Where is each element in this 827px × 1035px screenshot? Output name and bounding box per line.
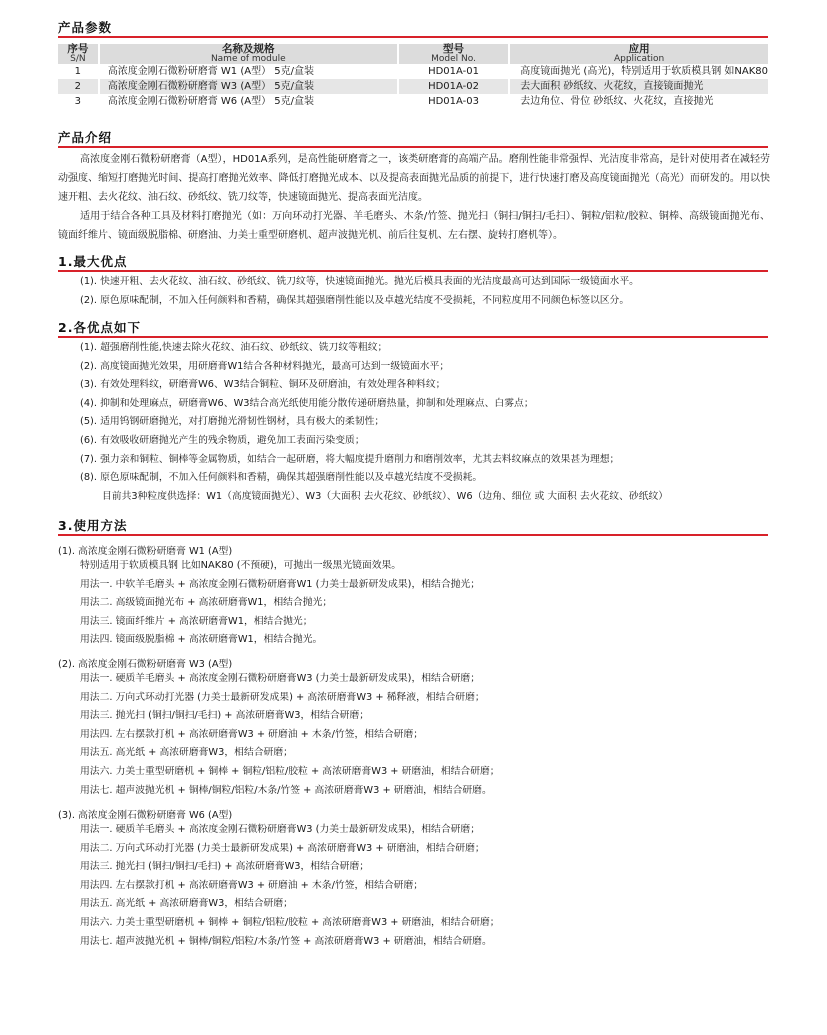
intro-paragraph-1: 高浓度金刚石微粉研磨膏（A型），HD01A系列，是高性能研磨膏之一，该类研磨膏的高端产品。磨削性能非常强悍、光洁度非常高，是针对使用者在减轻劳动强度、缩短打磨抛光时间、提高打磨抛光效率、降低打磨抛光成本、以及提高表面抛光品质的前提下，进行快速打磨及高度镜面抛光（高光）而研发的。用以快速开粗、去火花纹、油石纹、砂纸纹、铣刀纹等，快速镜面抛光、提高表面光洁度。	[58, 154, 770, 203]
list-item: 用法三. 抛光扫 (铜扫/铜扫/毛扫) + 高浓研磨膏W3，相结合研磨；	[80, 861, 370, 873]
list-item: 特别适用于软质模具钢 比如NAK80 (不预硬)，可抛出一级黑光镜面效果。	[80, 560, 402, 571]
list-item: 用法二. 万向式环动打光器 (力美士最新研发成果) + 高浓研磨膏W3 + 稀释液，相结合研磨；	[80, 691, 485, 703]
intro-rule	[58, 146, 768, 148]
table-row	[58, 79, 768, 94]
params-table	[58, 44, 768, 109]
list-item: 用法五. 高光纸 + 高浓研磨膏W3，相结合研磨；	[80, 898, 293, 910]
list-item: 用法七. 超声波抛光机 + 铜棒/铜粒/铝粒/木条/竹签 + 高浓研磨膏W3 + 研磨油，相结合研磨。	[80, 935, 492, 947]
header-app	[509, 44, 768, 64]
list-item: 用法一. 硬质羊毛磨头 + 高浓度金刚石微粉研磨膏W3 (力美士最新研发成果)，相结合研磨；	[80, 673, 481, 684]
list-item: 用法三. 抛光扫 (铜扫/铜扫/毛扫) + 高浓研磨膏W3，相结合研磨；	[80, 710, 370, 722]
cell-name: 高浓度金刚石微粉研磨膏 W6 (A型） 5克/盒装	[99, 94, 398, 109]
advantages-rule	[58, 270, 768, 272]
intro-title: 产品介绍	[58, 130, 113, 145]
cell-app: 去大面积 砂纸纹、火花纹，直接镜面抛光	[509, 79, 768, 94]
list-item: (7). 强力亲和铜粒、铜棒等金属物质，如结合一起研磨，将大幅度提升磨削力和磨削效率，尤其去料纹麻点的效果甚为理想；	[80, 453, 620, 465]
cell-sn: 1	[58, 64, 99, 79]
cell-model: HD01A-03	[398, 94, 509, 109]
usage-group-3-head: (3). 高浓度金刚石微粉研磨膏 W6 (A型)	[58, 810, 233, 821]
list-item: (8). 原色原味配制，不加入任何颜料和香精，确保其超强磨削性能以及卓越光结度不受损耗。	[80, 472, 483, 484]
header-model-en: Model No.	[431, 54, 476, 64]
grain-note: 目前共3种粒度供选择：W1（高度镜面抛光）、W3（大面积 去火花纹、砂纸纹）、W6（边角、细位 或 大面积 去火花纹、砂纸纹）	[102, 490, 669, 502]
cell-model: HD01A-01	[398, 64, 509, 79]
usage-group-1-head: (1). 高浓度金刚石微粉研磨膏 W1 (A型)	[58, 546, 233, 557]
merits-title: 2.各优点如下	[58, 320, 141, 335]
advantages-title: 1.最大优点	[58, 254, 128, 269]
intro-paragraph-2: 适用于结合各种工具及材料打磨抛光（如：万向环动打光器、羊毛磨头、木条/竹签、抛光扫（铜扫/铜扫/毛扫）、铜粒/铝粒/胶粒、铜棒、高级镜面抛光布、镜面纤维片、镜面级脱脂棉、研磨油、力美士重型研磨机、超声波抛光机、前后往复机、左右摆、旋转打磨机等）。	[58, 211, 770, 241]
merits-list	[80, 339, 668, 506]
table-row	[58, 64, 768, 79]
header-sn-cn: 序号	[67, 43, 89, 55]
usage-group-3-list	[80, 821, 500, 951]
list-item: (6). 有效吸收研磨抛光产生的残余物质，避免加工表面污染变质；	[80, 434, 365, 446]
header-model	[398, 44, 509, 64]
cell-name: 高浓度金刚石微粉研磨膏 W1 (A型） 5克/盒装	[99, 64, 398, 79]
cell-name: 高浓度金刚石微粉研磨膏 W3 (A型） 5克/盒装	[99, 79, 398, 94]
list-item: 用法六. 力美士重型研磨机 + 铜棒 + 铜粒/铝粒/胶粒 + 高浓研磨膏W3 + 研磨油，相结合研磨；	[80, 916, 500, 928]
usage-group-2-list	[80, 670, 500, 800]
list-item: 用法五. 高光纸 + 高浓研磨膏W3，相结合研磨；	[80, 747, 293, 759]
list-item: 用法一. 中软羊毛磨头 + 高浓度金刚石微粉研磨膏W1 (力美士最新研发成果)，相结合抛光；	[80, 578, 481, 590]
list-item: 用法七. 超声波抛光机 + 铜棒/铜粒/铝粒/木条/竹签 + 高浓研磨膏W3 + 研磨油，相结合研磨。	[80, 784, 492, 796]
list-item: (1). 超强磨削性能,快速去除火花纹、油石纹、砂纸纹、铣刀纹等粗纹；	[80, 342, 388, 353]
header-name-en: Name of module	[210, 54, 286, 64]
params-rule	[58, 36, 768, 38]
list-item: (2). 原色原味配制，不加入任何颜料和香精，确保其超强磨削性能以及卓越光结度不受损耗，不同粒度用不同颜色标签以区分。	[80, 294, 630, 306]
cell-app: 高度镜面抛光 (高光)，特别适用于软质模具钢 如NAK80	[520, 66, 768, 77]
usage-group-2-head: (2). 高浓度金刚石微粉研磨膏 W3 (A型)	[58, 659, 233, 670]
header-app-en: Application	[613, 54, 665, 64]
params-header-row	[58, 44, 768, 64]
merits-rule	[58, 336, 768, 338]
cell-sn: 3	[58, 94, 99, 109]
list-item: 用法六. 力美士重型研磨机 + 铜棒 + 铜粒/铝粒/胶粒 + 高浓研磨膏W3 + 研磨油，相结合研磨；	[80, 765, 500, 777]
header-app-cn: 应用	[628, 43, 650, 55]
header-sn-en: S/N	[70, 54, 86, 64]
usage-title: 3.使用方法	[58, 518, 128, 533]
table-row	[58, 94, 768, 109]
cell-app: 去边角位、骨位 砂纸纹、火花纹，直接抛光	[520, 96, 714, 107]
list-item: 用法二. 高级镜面抛光布 + 高浓研磨膏W1，相结合抛光；	[80, 597, 333, 609]
list-item: 用法四. 左右摆款打机 + 高浓研磨膏W3 + 研磨油 + 木条/竹签，相结合研磨；	[80, 879, 424, 891]
header-name-cn: 名称及规格	[222, 43, 275, 55]
list-item: (3). 有效处理料纹，研磨膏W6、W3结合铜粒、铜环及研磨油，有效处理各种料纹；	[80, 379, 446, 391]
usage-group-1-list	[80, 557, 480, 650]
list-item: (5). 适用钨钢研磨抛光，对打磨抛光滑韧性钢材，具有极大的柔韧性；	[80, 416, 385, 428]
list-item: (2). 高度镜面抛光效果，用研磨膏W1结合各种材料抛光，最高可达到一级镜面水平；	[80, 360, 450, 372]
list-item: 用法二. 万向式环动打光器 (力美士最新研发成果) + 高浓研磨膏W3 + 研磨油，相结合研磨；	[80, 842, 485, 854]
list-item: 用法三. 镜面纤维片 + 高浓研磨膏W1，相结合抛光；	[80, 615, 313, 627]
cell-model: HD01A-02	[398, 79, 509, 94]
cell-sn: 2	[58, 79, 99, 94]
header-model-cn: 型号	[443, 43, 465, 55]
list-item: 用法四. 左右摆款打机 + 高浓研磨膏W3 + 研磨油 + 木条/竹签，相结合研磨；	[80, 728, 424, 740]
list-item: 用法一. 硬质羊毛磨头 + 高浓度金刚石微粉研磨膏W3 (力美士最新研发成果)，相结合研磨；	[80, 824, 481, 835]
params-title: 产品参数	[58, 20, 113, 35]
list-item: (4). 抑制和处理麻点，研磨膏W6、W3结合高光纸使用能分散传递研磨热量，抑制和处理麻点、白雾点；	[80, 397, 534, 409]
header-name	[99, 44, 398, 64]
list-item: 用法四. 镜面级脱脂棉 + 高浓研磨膏W1，相结合抛光。	[80, 634, 323, 646]
header-sn	[58, 44, 99, 64]
advantages-list	[80, 273, 639, 310]
list-item: (1). 快速开粗、去火花纹、油石纹、砂纸纹、铣刀纹等，快速镜面抛光。抛光后模具表面的光洁度最高可达到国际一级镜面水平。	[80, 276, 639, 287]
usage-rule	[58, 534, 768, 536]
intro-text	[58, 150, 770, 245]
